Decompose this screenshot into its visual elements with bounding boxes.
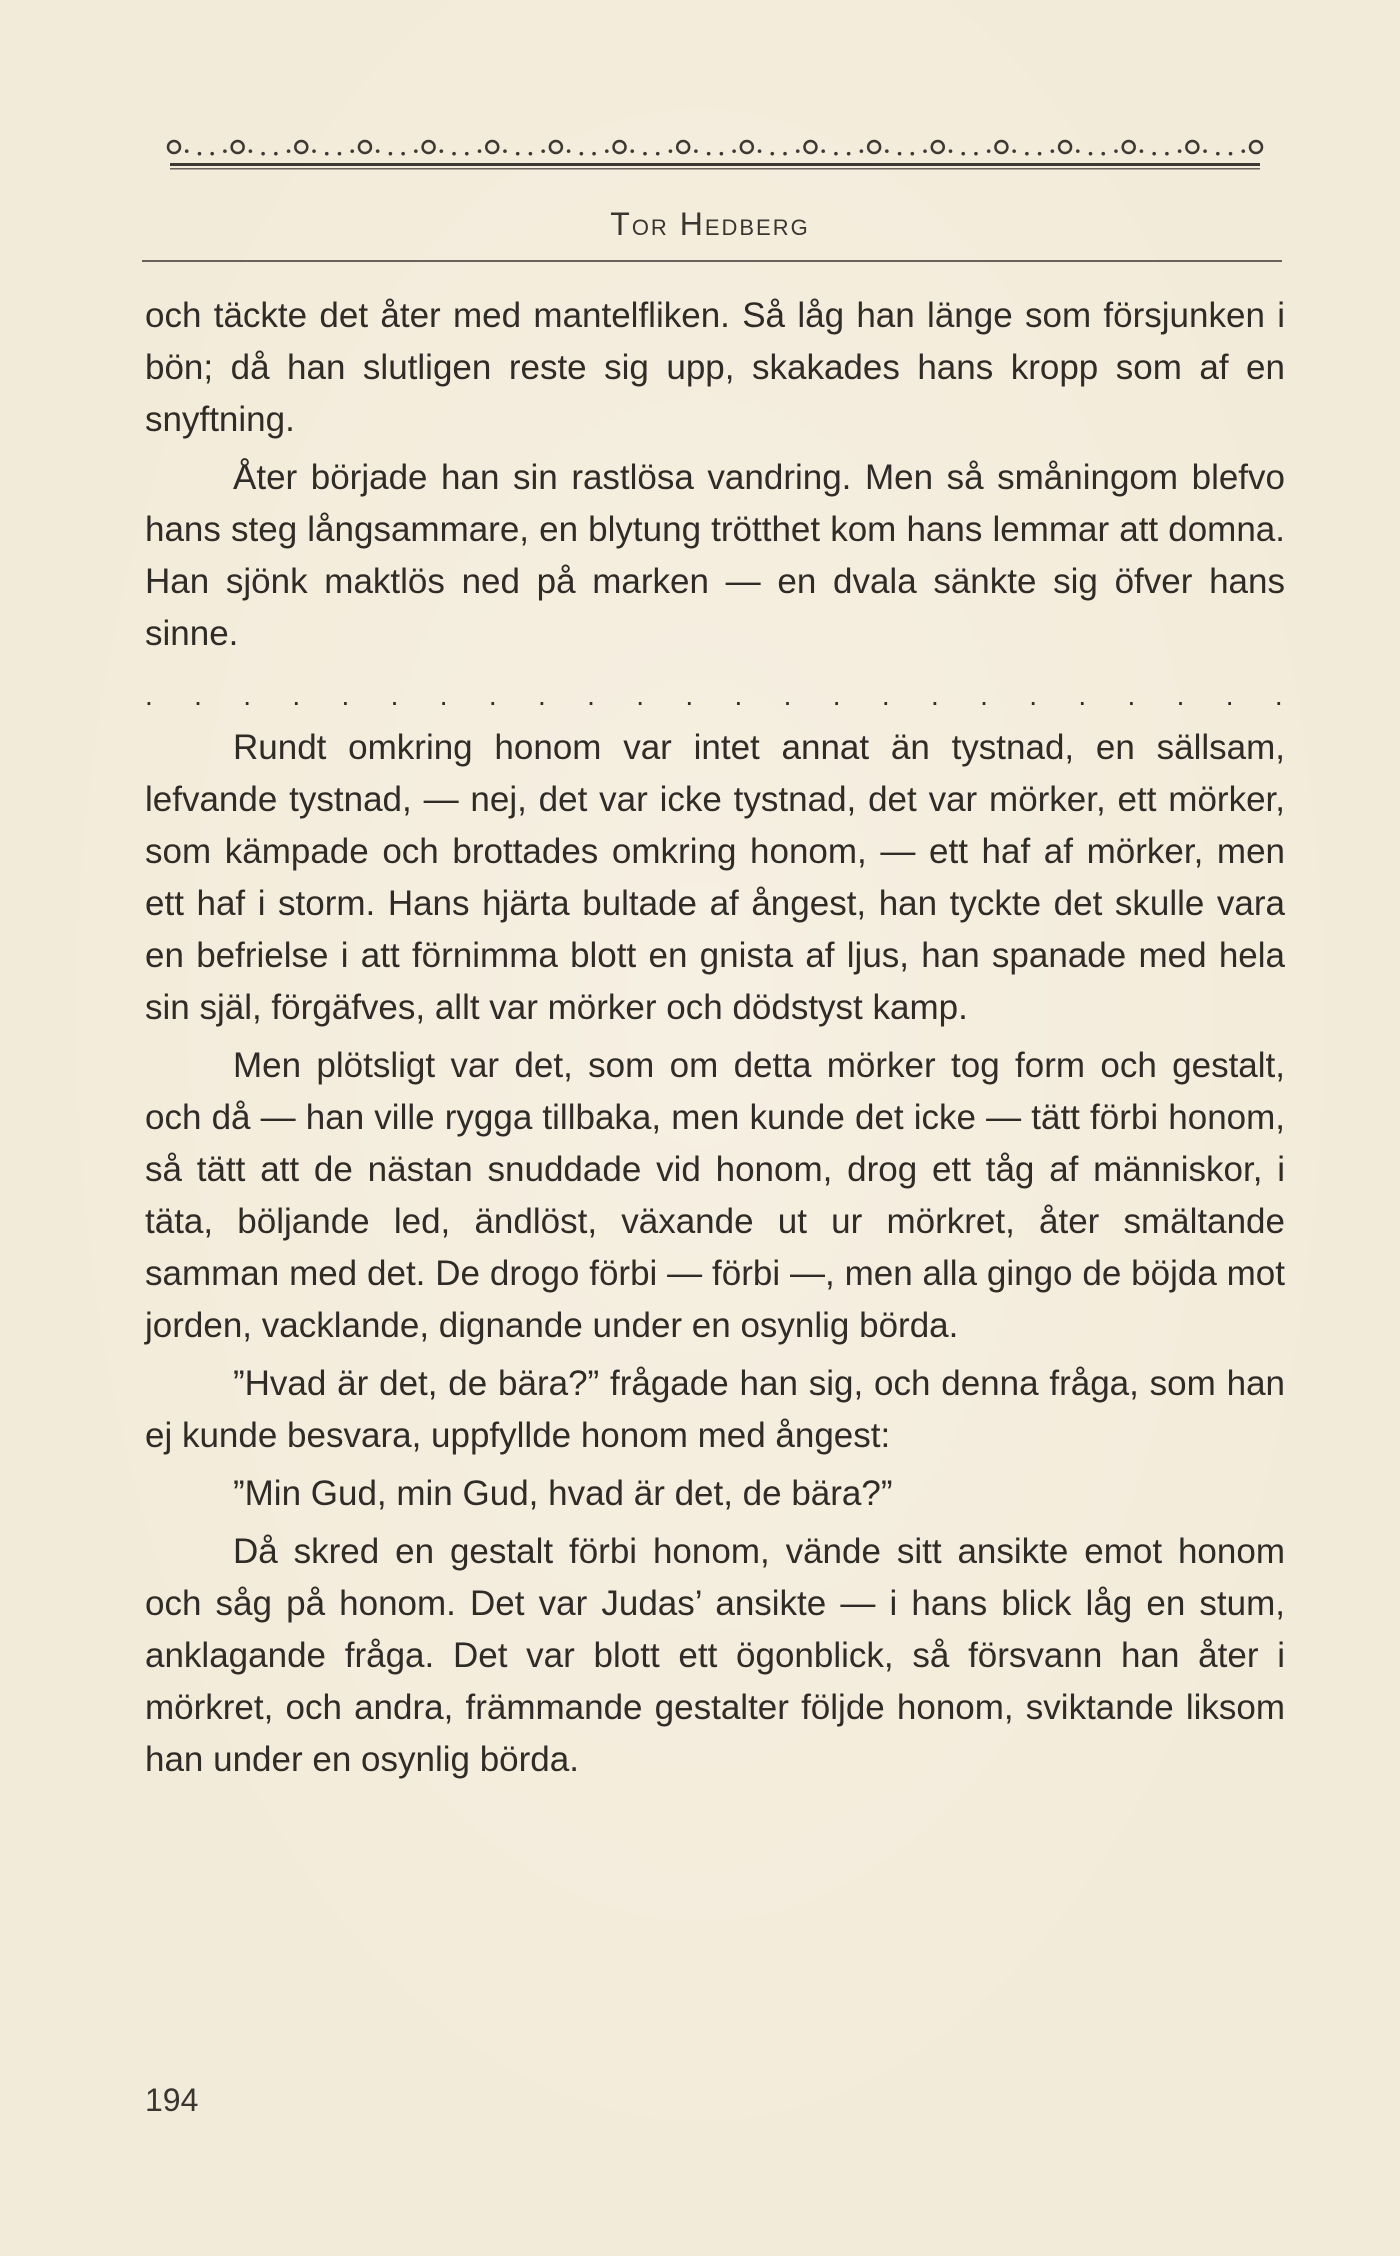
separator-dot: . <box>439 680 448 711</box>
separator-dot: . <box>341 680 350 711</box>
separator-dot: . <box>832 680 841 711</box>
separator-dot: . <box>1225 680 1234 711</box>
paragraph-5: ”Hvad är det, de bära?” frågade han sig, och denna fråga, som han ej kunde besvara, uppfyllde honom med ångest: <box>145 1364 1285 1455</box>
separator-dot: . <box>194 680 202 711</box>
running-head-author: Tor Hedberg <box>610 206 810 242</box>
separator-dot: . <box>931 680 939 711</box>
paragraph-4: Men plötsligt var det, som om detta mörker tog form och gestalt, och då — han ville rygga tillbaka, men kunde det icke — tätt förbi honom, så tätt att de nästan snuddade vid honom, drog ett tåg af människor, i täta, böljande led, ändlöst, växande ut ur mörkret, åter smältande samman med det. De drogo förbi — förbi —, men alla gingo de böjda mot jorden, vacklande, dignande under en osynlig börda. <box>145 1046 1285 1345</box>
separator-dot: . <box>243 680 252 711</box>
separator-dot: . <box>390 680 399 711</box>
separator-dot: . <box>980 680 988 711</box>
separator-dot: . <box>881 680 890 711</box>
separator-dot: . <box>488 680 497 711</box>
paragraph-6: ”Min Gud, min Gud, hvad är det, de bära?” <box>233 1474 893 1513</box>
body-text <box>145 290 1285 1792</box>
separator-dot: . <box>1078 680 1087 711</box>
separator-dot: . <box>1176 680 1185 711</box>
paragraph-3: Rundt omkring honom var intet annat än tystnad, en sällsam, lefvande tystnad, — nej, det var icke tystnad, det var mörker, ett mörker, som kämpade och brottades omkring honom, — ett haf af mörker, men ett haf i storm. Hans hjärta bultade af ångest, han tyckte det skulle vara en befrielse i att förnimma blott en gnista af ljus, han spanade med hela sin själ, förgäfves, allt var mörker och dödstyst kamp. <box>145 728 1285 1027</box>
separator-dot: . <box>685 680 694 711</box>
ornamental-header-border <box>160 125 1270 175</box>
separator-dot: . <box>538 680 546 711</box>
paragraph-1: och täckte det åter med mantelfliken. Så låg han länge som försjunken i bön; då han slutligen reste sig upp, skakades hans kropp som af en snyftning. <box>145 296 1285 439</box>
header-rule <box>142 260 1282 262</box>
paragraph-7: Då skred en gestalt förbi honom, vände sitt ansikte emot honom och såg på honom. Det var Judas’ ansikte — i hans blick låg en stum, anklagande fråga. Det var blott ett ögonblick, så försvann han åter i mörkret, och andra, främmande gestalter följde honom, sviktande liksom han under en osynlig börda. <box>145 1532 1285 1779</box>
section-separator-dots <box>145 678 1285 714</box>
separator-dot: . <box>1127 680 1136 711</box>
page-number: 194 <box>145 2082 199 2118</box>
separator-dot: . <box>292 680 301 711</box>
separator-dot: . <box>1029 680 1038 711</box>
separator-dot: . <box>145 680 153 711</box>
separator-dot: . <box>1274 680 1283 711</box>
separator-dot: . <box>636 680 645 711</box>
separator-dot: . <box>587 680 595 711</box>
separator-dot: . <box>734 680 743 711</box>
separator-dot: . <box>783 680 792 711</box>
paragraph-2: Åter började han sin rastlösa vandring. Men så småningom blefvo hans steg långsammare, en blytung trötthet kom hans lemmar att domna. Han sjönk maktlös ned på marken — en dvala sänkte sig öfver hans sinne. <box>145 458 1285 653</box>
